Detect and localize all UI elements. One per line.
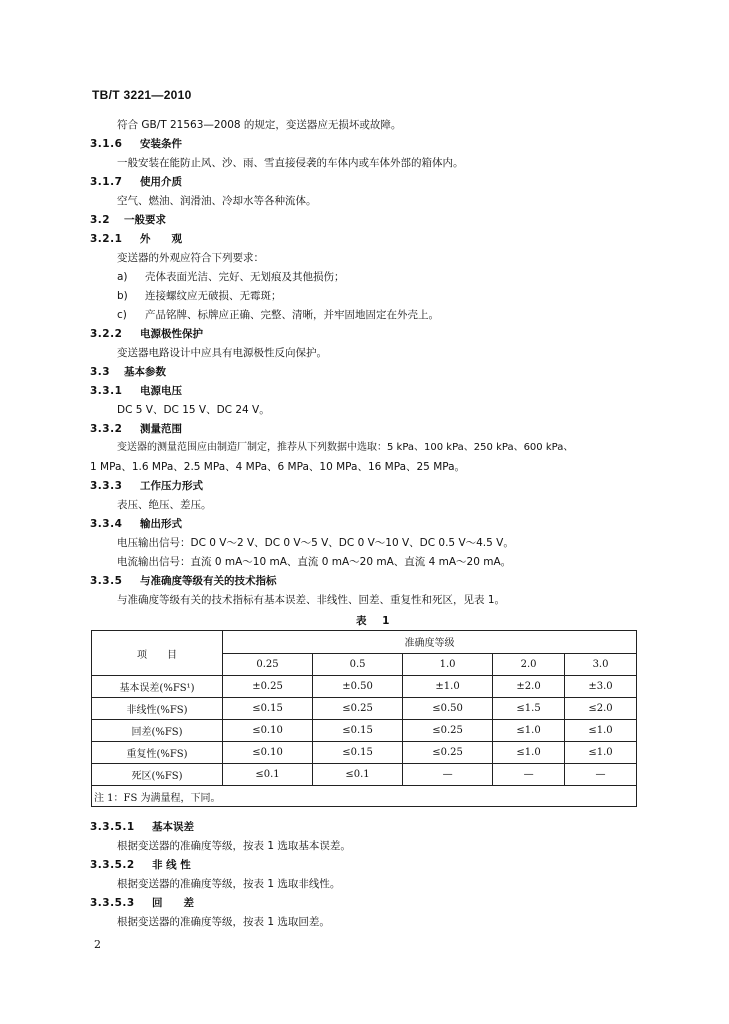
- paragraph-line: 与准确度等级有关的技术指标有基本误差、非线性、回差、重复性和死区，见表 1。: [117, 594, 506, 606]
- table-row: [92, 698, 637, 720]
- table-cell: ±1.0: [403, 676, 493, 698]
- table-row: [92, 676, 637, 698]
- table-title: 表 1: [356, 615, 396, 627]
- table-header-item: 项 目: [92, 631, 223, 676]
- section-number: 3.3.3: [90, 480, 123, 492]
- table-header-grade: 准确度等级: [223, 631, 637, 654]
- list-item-label: b): [117, 290, 128, 302]
- table-cell: ±2.0: [493, 676, 565, 698]
- section-title: 回 差: [152, 897, 194, 909]
- section-title: 输出形式: [140, 518, 182, 530]
- section-number: 3.3.5.1: [90, 821, 135, 833]
- table-cell: ≤0.1: [223, 764, 313, 786]
- table-cell: ≤0.1: [313, 764, 403, 786]
- section-title: 基本误差: [152, 821, 194, 833]
- table-cell: ≤0.10: [223, 742, 313, 764]
- list-item-text: 壳体表面光洁、完好、无划痕及其他损伤；: [145, 271, 345, 283]
- paragraph-line: 1 MPa、1.6 MPa、2.5 MPa、4 MPa、6 MPa、10 MPa、16 MPa、25 MPa。: [90, 461, 466, 473]
- table-cell: ≤1.0: [565, 742, 637, 764]
- table-note: 注 1：FS 为满量程，下同。: [92, 786, 637, 807]
- paragraph-line: DC 5 V、DC 15 V、DC 24 V。: [117, 404, 270, 416]
- paragraph-line: 表压、绝压、差压。: [117, 499, 212, 511]
- paragraph-line: 根据变送器的准确度等级，按表 1 选取基本误差。: [117, 840, 351, 852]
- table-cell: ≤1.5: [493, 698, 565, 720]
- table-cell: ≤0.25: [403, 742, 493, 764]
- section-title: 基本参数: [124, 366, 166, 378]
- table-cell: ≤0.50: [403, 698, 493, 720]
- section-number: 3.3.5.2: [90, 859, 135, 871]
- section-title: 外 观: [140, 233, 182, 245]
- section-number: 3.3.4: [90, 518, 123, 530]
- paragraph-line: 符合 GB/T 21563—2008 的规定，变送器应无损坏或故障。: [117, 119, 402, 131]
- row-label: 重复性(%FS): [92, 742, 223, 764]
- table-row: [92, 742, 637, 764]
- section-number: 3.3.5.3: [90, 897, 135, 909]
- page-number: 2: [94, 938, 101, 951]
- section-title: 测量范围: [140, 423, 182, 435]
- accuracy-spec-table: [91, 630, 637, 807]
- table-cell: —: [565, 764, 637, 786]
- section-title: 一般要求: [124, 214, 166, 226]
- table-cell: ≤0.25: [313, 698, 403, 720]
- section-title: 非 线 性: [152, 859, 191, 871]
- table-cell: ±3.0: [565, 676, 637, 698]
- paragraph-line: 电流输出信号：直流 0 mA～10 mA、直流 0 mA～20 mA、直流 4 mA～20 mA。: [117, 556, 512, 568]
- row-label: 基本误差(%FS¹): [92, 676, 223, 698]
- table-cell: ≤0.10: [223, 720, 313, 742]
- section-title: 与准确度等级有关的技术指标: [140, 575, 277, 587]
- table-cell: ≤1.0: [565, 720, 637, 742]
- section-number: 3.1.7: [90, 176, 123, 188]
- table-cell: —: [493, 764, 565, 786]
- list-item-text: 产品铭牌、标牌应正确、完整、清晰，并牢固地固定在外壳上。: [145, 309, 439, 321]
- grade-cell: 0.25: [223, 653, 313, 676]
- row-label: 死区(%FS): [92, 764, 223, 786]
- section-number: 3.2: [90, 214, 111, 226]
- row-label: 非线性(%FS): [92, 698, 223, 720]
- table-cell: ≤0.25: [403, 720, 493, 742]
- table-cell: —: [403, 764, 493, 786]
- section-number: 3.3.2: [90, 423, 123, 435]
- section-number: 3.3.5: [90, 575, 123, 587]
- section-number: 3.3.1: [90, 385, 123, 397]
- list-item-label: c): [117, 309, 127, 321]
- table-cell: ≤0.15: [223, 698, 313, 720]
- paragraph-line: 变送器电路设计中应具有电源极性反向保护。: [117, 347, 327, 359]
- paragraph-line: 空气、燃油、润滑油、冷却水等各种流体。: [117, 195, 317, 207]
- section-number: 3.2.2: [90, 328, 123, 340]
- section-number: 3.3: [90, 366, 111, 378]
- paragraph-line: 变送器的外观应符合下列要求：: [117, 252, 264, 264]
- section-title: 使用介质: [140, 176, 182, 188]
- standard-code-header: TB/T 3221—2010: [92, 88, 192, 102]
- grade-cell: 1.0: [403, 653, 493, 676]
- table-row: [92, 720, 637, 742]
- table-cell: ±0.50: [313, 676, 403, 698]
- paragraph-line: 根据变送器的准确度等级，按表 1 选取回差。: [117, 916, 330, 928]
- table-row: [92, 764, 637, 786]
- paragraph-line: 变送器的测量范围应由制造厂制定，推荐从下列数据中选取：5 kPa、100 kPa、250 kPa、600 kPa、: [117, 442, 574, 453]
- paragraph-line: 根据变送器的准确度等级，按表 1 选取非线性。: [117, 878, 341, 890]
- table-cell: ≤0.15: [313, 742, 403, 764]
- table-cell: ±0.25: [223, 676, 313, 698]
- table-cell: ≤1.0: [493, 720, 565, 742]
- section-title: 电源极性保护: [140, 328, 203, 340]
- table-note-row: [92, 786, 637, 807]
- section-title: 工作压力形式: [140, 480, 203, 492]
- grade-cell: 3.0: [565, 653, 637, 676]
- table-cell: ≤2.0: [565, 698, 637, 720]
- section-title: 安装条件: [140, 138, 182, 150]
- table-cell: ≤0.15: [313, 720, 403, 742]
- section-title: 电源电压: [140, 385, 182, 397]
- list-item-text: 连接螺纹应无破损、无霉斑；: [145, 290, 282, 302]
- table-cell: ≤1.0: [493, 742, 565, 764]
- row-label: 回差(%FS): [92, 720, 223, 742]
- paragraph-line: 电压输出信号：DC 0 V～2 V、DC 0 V～5 V、DC 0 V～10 V、DC 0.5 V～4.5 V。: [117, 537, 514, 549]
- grade-cell: 0.5: [313, 653, 403, 676]
- section-number: 3.1.6: [90, 138, 123, 150]
- list-item-label: a): [117, 271, 128, 283]
- grade-cell: 2.0: [493, 653, 565, 676]
- paragraph-line: 一般安装在能防止风、沙、雨、雪直接侵袭的车体内或车体外部的箱体内。: [117, 157, 464, 169]
- section-number: 3.2.1: [90, 233, 123, 245]
